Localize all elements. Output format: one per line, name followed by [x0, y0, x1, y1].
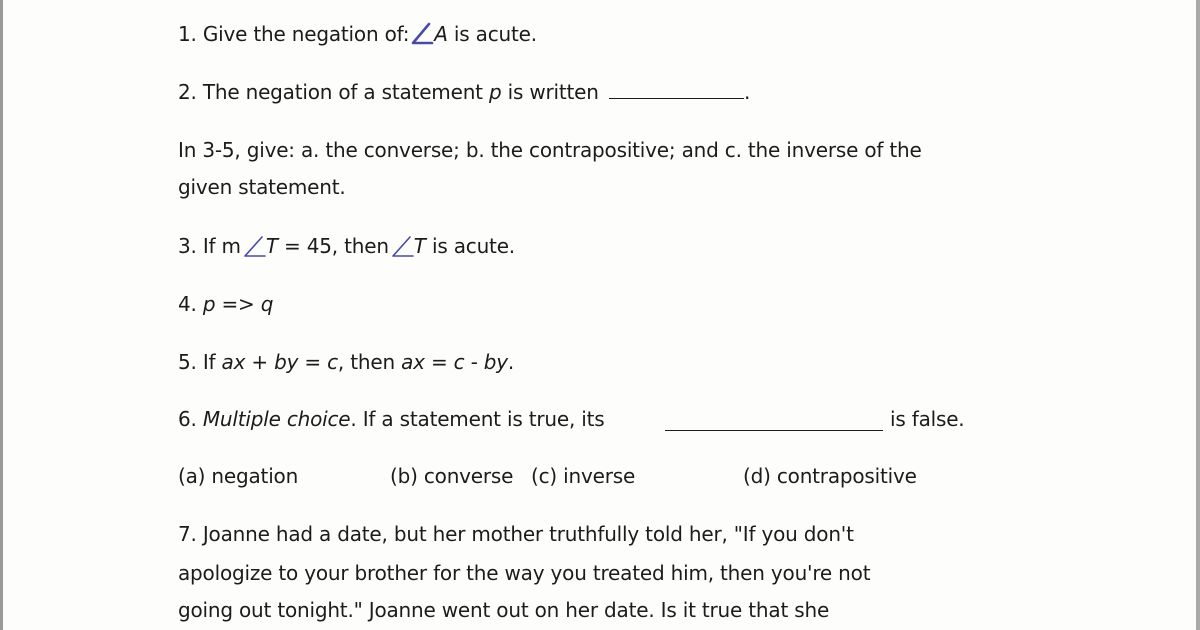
q5-mid: , then [337, 350, 402, 374]
q6-prefix: 6. [178, 407, 203, 431]
choice-a: (a) negation [178, 464, 299, 488]
question-5 [178, 350, 514, 374]
q1-prefix: 1. Give the negation of: [178, 22, 410, 46]
choice-d: (d) contrapositive [743, 464, 917, 488]
question-7-line-3: going out tonight." Joanne went out on her date. Is it true that she [178, 598, 830, 622]
angle-symbol-icon [390, 234, 414, 258]
q3-mid: = 45, then [277, 234, 389, 258]
q2-answer-blank [609, 82, 744, 99]
angle-symbol-icon [242, 234, 266, 258]
q2-variable: p [488, 80, 502, 104]
q5-equation-1: ax + by = c [221, 350, 338, 374]
q4-prefix: 4. [178, 292, 203, 316]
q5-end: . [507, 350, 515, 374]
q3-variable-1: T [265, 234, 278, 258]
question-7-line-1: 7. Joanne had a date, but her mother truthfully told her, "If you don't [178, 522, 854, 546]
question-3 [178, 234, 515, 258]
q5-prefix: 5. If [178, 350, 222, 374]
q6-text: . If a statement is true, its [350, 407, 605, 431]
question-4 [178, 292, 273, 316]
instructions-line-2: given statement. [178, 175, 346, 199]
angle-symbol-icon [410, 22, 434, 46]
q3-prefix: 3. If m [178, 234, 241, 258]
instructions-line-1: In 3-5, give: a. the converse; b. the contrapositive; and c. the inverse of the [178, 138, 922, 162]
q1-suffix: is acute. [447, 22, 537, 46]
q2-suffix: is written [501, 80, 599, 104]
choice-c: (c) inverse [531, 464, 636, 488]
question-7-line-2: apologize to your brother for the way you treated him, then you're not [178, 561, 871, 585]
scan-edge-right [1196, 0, 1200, 630]
scan-edge-left [0, 0, 3, 630]
question-6 [178, 407, 605, 431]
q6-answer-blank [665, 414, 883, 431]
q2-end: . [743, 80, 751, 104]
question-2 [178, 80, 750, 104]
q6-label: Multiple choice [202, 407, 351, 431]
q1-variable: A [434, 22, 448, 46]
q6-suffix: is false. [890, 407, 965, 431]
q3-suffix: is acute. [425, 234, 515, 258]
q4-expression: p => q [202, 292, 274, 316]
question-1 [178, 22, 537, 46]
q3-variable-2: T [413, 234, 426, 258]
q2-prefix: 2. The negation of a statement [178, 80, 489, 104]
q5-equation-2: ax = c - by [401, 350, 508, 374]
choice-b: (b) converse [390, 464, 514, 488]
